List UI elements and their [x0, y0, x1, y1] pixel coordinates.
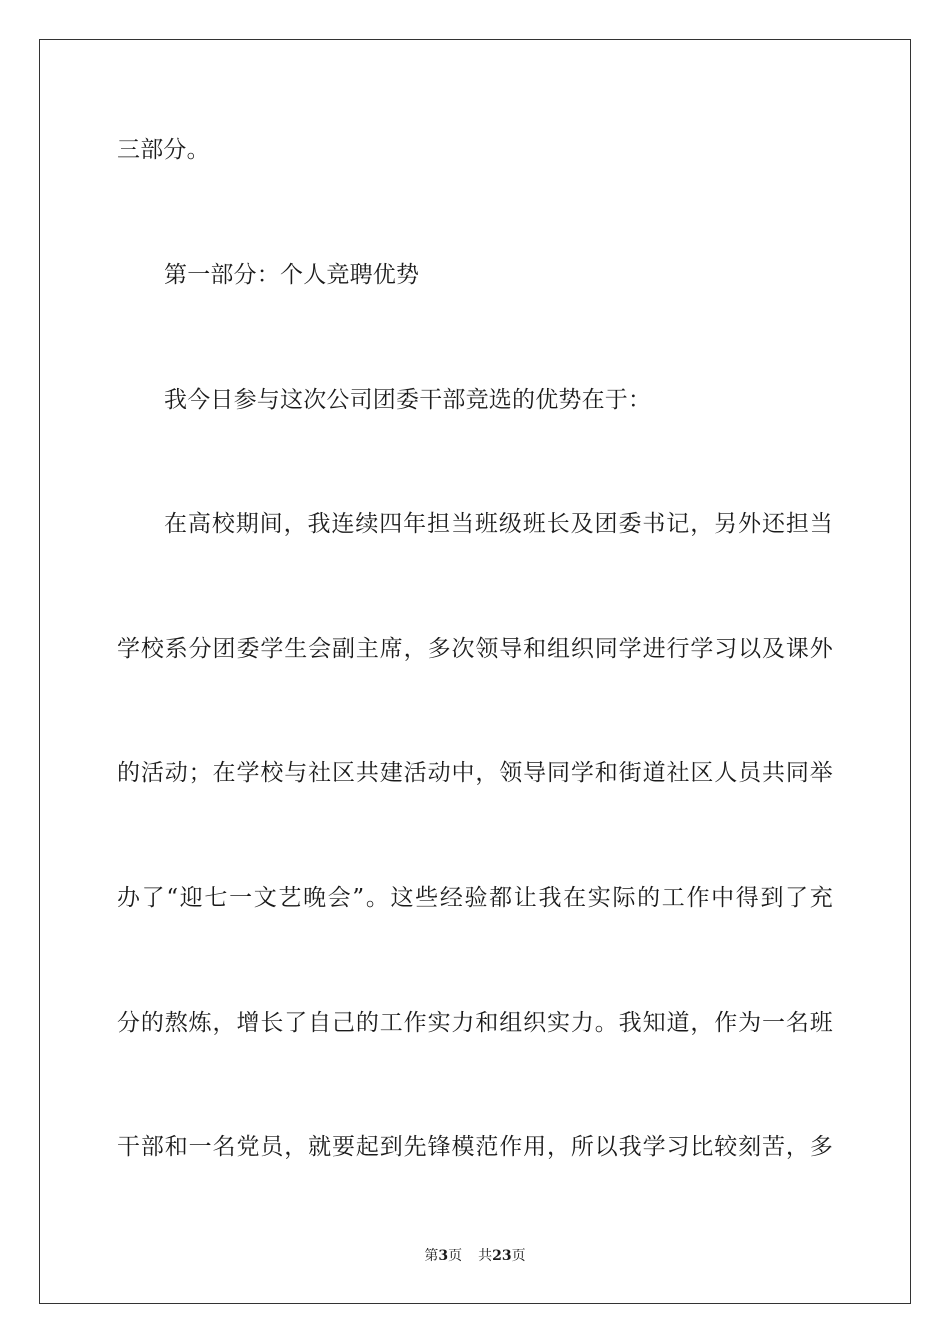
footer-total-pages: 23: [492, 1248, 512, 1264]
section-heading: 第一部分：个人竞聘优势: [164, 262, 420, 288]
footer-page-suffix: 页: [448, 1248, 463, 1264]
page-border: [39, 39, 911, 1304]
paragraph-line: 学校系分团委学生会副主席，多次领导和组织同学进行学习以及课外: [117, 636, 833, 662]
paragraph-line: 分的熬炼，增长了自己的工作实力和组织实力。我知道，作为一名班: [117, 1010, 833, 1036]
footer-page-number: 3: [438, 1248, 449, 1264]
paragraph-line: 办了“迎七一文艺晚会”。这些经验都让我在实际的工作中得到了充: [117, 885, 833, 911]
footer-total-prefix: 共: [478, 1248, 493, 1264]
footer-page-prefix: 第: [424, 1248, 439, 1264]
paragraph-line: 三部分。: [117, 137, 210, 163]
page-footer: [0, 1247, 950, 1265]
paragraph-line: 干部和一名党员，就要起到先锋模范作用，所以我学习比较刻苦，多: [117, 1134, 833, 1160]
paragraph-line: 在高校期间，我连续四年担当班级班长及团委书记，另外还担当: [164, 511, 833, 537]
paragraph-line: 的活动；在学校与社区共建活动中，领导同学和街道社区人员共同举: [117, 760, 833, 786]
paragraph-line: 我今日参与这次公司团委干部竞选的优势在于：: [164, 387, 652, 413]
footer-total-suffix: 页: [511, 1248, 526, 1264]
